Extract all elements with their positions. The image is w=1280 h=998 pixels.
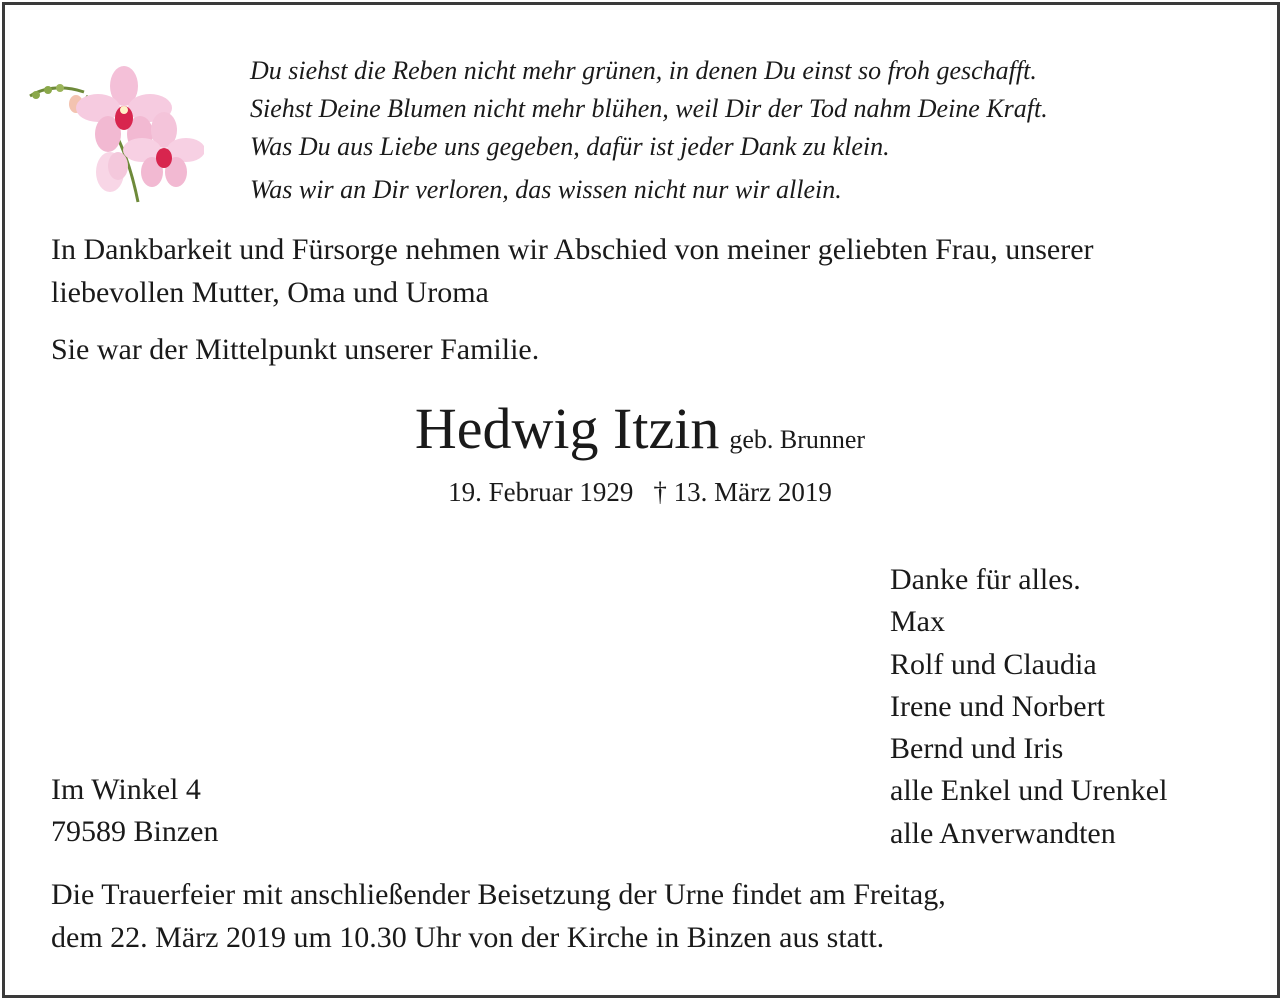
- farewell-intro: [51, 228, 1094, 314]
- mourner-name: Rolf und Claudia: [890, 647, 1097, 681]
- intro-line: In Dankbarkeit und Fürsorge nehmen wir Abschied von meiner geliebten Frau, unserer: [51, 233, 1094, 266]
- deceased-name-block: [0, 392, 1280, 477]
- mourner-name: Irene und Norbert: [890, 689, 1105, 723]
- deceased-name: Hedwig Itzin: [414, 396, 720, 461]
- mourner-name: Bernd und Iris: [890, 732, 1064, 766]
- family-address: [51, 769, 218, 854]
- birth-name: geb. Brunner: [729, 425, 866, 454]
- mourner-name: Max: [890, 605, 945, 639]
- mourner-name: alle Enkel und Urenkel: [890, 774, 1168, 808]
- intro-line: liebevollen Mutter, Oma und Uroma: [51, 276, 489, 309]
- death-date: † 13. März 2019: [653, 477, 832, 507]
- thanks-line: Danke für alles.: [890, 563, 1081, 596]
- poem-line: Was wir an Dir verloren, das wissen nicht nur wir allein.: [250, 175, 842, 204]
- life-dates: [0, 477, 1280, 508]
- birth-date: 19. Februar 1929: [448, 477, 634, 507]
- service-line: dem 22. März 2019 um 10.30 Uhr von der Kirche in Binzen aus statt.: [51, 921, 885, 954]
- orchid-flower-icon: [26, 52, 204, 210]
- mourner-name: alle Anverwandten: [890, 816, 1116, 850]
- address-city: 79589 Binzen: [51, 815, 219, 849]
- mourners-list: [890, 559, 1167, 855]
- address-street: Im Winkel 4: [51, 773, 201, 806]
- memorial-poem: [250, 52, 1048, 209]
- funeral-service-info: [51, 873, 946, 959]
- poem-line: Was Du aus Liebe uns gegeben, dafür ist jeder Dank zu klein.: [250, 132, 890, 161]
- poem-line: Siehst Deine Blumen nicht mehr blühen, weil Dir der Tod nahm Deine Kraft.: [250, 94, 1048, 123]
- service-line: Die Trauerfeier mit anschließender Beisetzung der Urne findet am Freitag,: [51, 878, 946, 911]
- family-center-text: Sie war der Mittelpunkt unserer Familie.: [51, 333, 540, 366]
- poem-line: Du siehst die Reben nicht mehr grünen, in denen Du einst so froh geschafft.: [250, 56, 1037, 85]
